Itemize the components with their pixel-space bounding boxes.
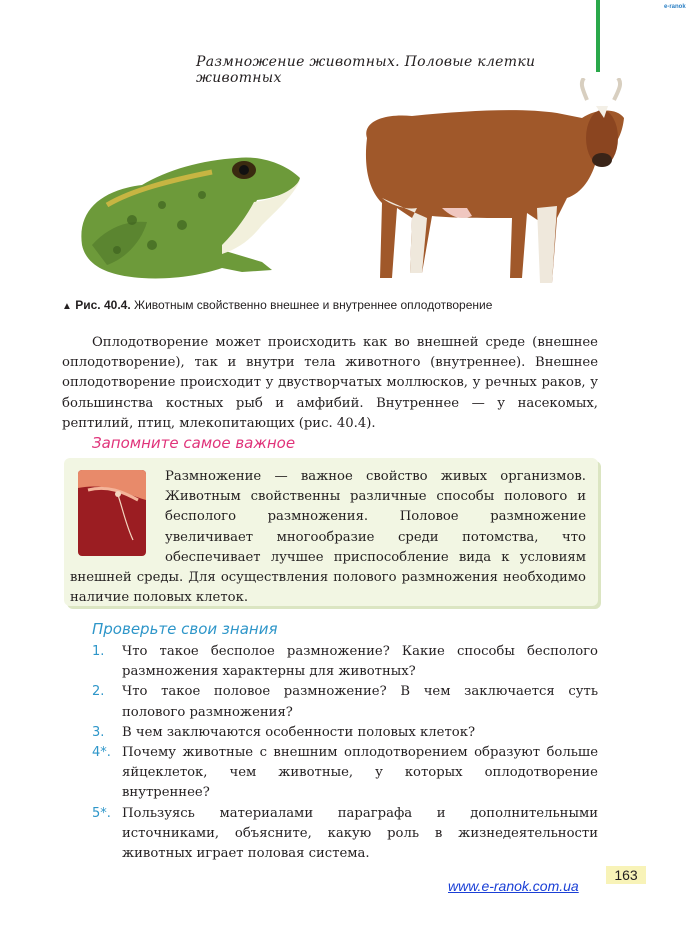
cow-photo — [352, 78, 634, 290]
question-number: 1. — [92, 644, 105, 659]
frog-photo — [72, 150, 307, 285]
question-item — [92, 642, 598, 682]
summary-title: Запомните самое важное — [92, 434, 296, 452]
summary-text: Размножение — важное свойство живых организмов. Животным свойственны различные способы полового и бесполого размножения. Половое размножение увеличивает многообразие среди потомства, что обеспечивает лучшее приспособление вида к условиям внешней среды. Для осуществления полового размножения необходимо наличие половых клеток. — [70, 469, 586, 606]
question-number: 4*. — [92, 745, 111, 761]
figure-caption-label: Рис. 40.4. — [75, 298, 131, 312]
question-item — [92, 804, 598, 865]
figure-caption-text: Животным свойственно внешнее и внутреннее оплодотворение — [134, 298, 493, 312]
question-item — [92, 723, 598, 743]
question-text: Что такое половое размножение? В чем заключается суть полового размножения? — [122, 684, 598, 720]
page-number: 163 — [606, 866, 646, 884]
publisher-url-link[interactable]: www.e-ranok.com.ua — [448, 878, 579, 894]
running-title: Размножение животных. Половые клетки животных — [196, 54, 536, 86]
question-number: 5*. — [92, 805, 111, 821]
review-title: Проверьте свои знания — [92, 620, 278, 638]
question-text: Что такое бесполое размножение? Какие способы бесполого размножения характерны для животных? — [122, 644, 598, 680]
question-item — [92, 682, 598, 722]
summary-text-block — [70, 467, 586, 608]
question-number: 2. — [92, 684, 105, 700]
question-text: В чем заключаются особенности половых клеток? — [122, 724, 476, 740]
publisher-logo: e-ranok — [664, 4, 686, 10]
question-item — [92, 743, 598, 804]
questions-list — [92, 642, 598, 864]
figure-caption — [62, 298, 492, 312]
main-paragraph-text: Оплодотворение может происходить как во внешней среде (внешнее оплодотворение), так и внутри тела животного (внутреннее). Внешнее оплодотворение происходит у двустворчатых моллюсков, у речных раков, у большинства костных рыб и амфибий. Внутреннее — у насекомых, рептилий, птиц, млекопитающих (рис. 40.4). — [62, 335, 598, 431]
triangle-marker-icon: ▲ — [62, 301, 72, 312]
question-text: Пользуясь материалами параграфа и дополнительными источниками, объясните, какую роль в жизнедеятельности животных играет половая система. — [122, 805, 598, 862]
section-marker-bar — [596, 0, 600, 72]
main-paragraph — [62, 333, 598, 434]
question-text: Почему животные с внешним оплодотворением образуют больше яйцеклеток, чем животные, у которых оплодотворение внутреннее? — [122, 745, 598, 801]
question-number: 3. — [92, 724, 105, 740]
